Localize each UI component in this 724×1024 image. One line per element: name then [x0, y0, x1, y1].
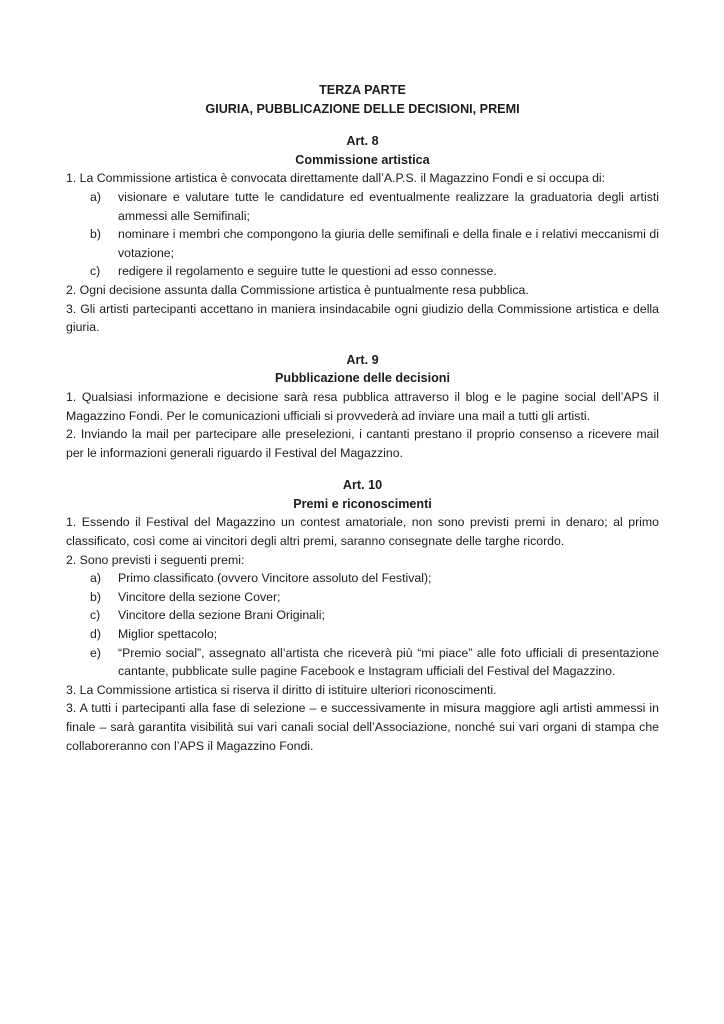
list-item-text: Primo classificato (ovvero Vincitore assoluto del Festival); [118, 571, 432, 586]
part-subtitle: GIURIA, PUBBLICAZIONE DELLE DECISIONI, PREMI [205, 101, 520, 116]
article-title: Commissione artistica [295, 152, 430, 167]
paragraph: 1. Qualsiasi informazione e decisione sarà resa pubblica attraverso il blog e le pagine social dell’APS il Magazzino Fondi. Per le comunicazioni ufficiali si provvederà ad inviare una mail a tutti gli artisti. [66, 389, 659, 423]
paragraph: 3. A tutti i partecipanti alla fase di selezione – e successivamente in misura maggiore agli artisti ammessi in finale – sarà garantita visibilità sui vari canali social dell’Associazione, nonché sui vari organi di stampa che collaboreranno con l’APS il Magazzino Fondi. [66, 701, 659, 753]
article [66, 476, 659, 755]
list-item [66, 606, 659, 625]
list-item [66, 625, 659, 644]
list-item [66, 225, 659, 262]
alpha-list [66, 569, 659, 681]
paragraph: 1. Essendo il Festival del Magazzino un contest amatoriale, non sono previsti premi in denaro; al primo classificato, così come ai vincitori degli altri premi, saranno consegnate delle targhe ricordo. [66, 515, 659, 549]
list-item-text: Miglior spettacolo; [118, 627, 218, 642]
list-item [66, 588, 659, 607]
list-item-text: nominare i membri che compongono la giuria delle semifinali e della finale e i relativi meccanismi di votazione; [118, 227, 659, 260]
list-item-marker: c) [90, 608, 101, 623]
list-item-text: Vincitore della sezione Brani Originali; [118, 608, 325, 623]
paragraph: 1. La Commissione artistica è convocata direttamente dall’A.P.S. il Magazzino Fondi e si occupa di: [66, 171, 606, 186]
paragraph: 3. Gli artisti partecipanti accettano in maniera insindacabile ogni giudizio della Commissione artistica e della giuria. [66, 301, 659, 335]
article [66, 132, 659, 337]
list-item-marker: b) [90, 227, 101, 242]
article [66, 351, 659, 463]
article-title: Pubblicazione delle decisioni [275, 371, 450, 386]
articles-container [66, 132, 659, 755]
article-title: Premi e riconoscimenti [293, 496, 432, 511]
part-title: TERZA PARTE [319, 83, 406, 97]
paragraph: 2. Sono previsti i seguenti premi: [66, 552, 245, 567]
paragraph: 2. Ogni decisione assunta dalla Commissione artistica è puntualmente resa pubblica. [66, 282, 529, 297]
list-item [66, 262, 659, 281]
list-item-marker: a) [90, 189, 101, 204]
list-item [66, 644, 659, 681]
list-item-text: “Premio social”, assegnato all’artista che riceverà più “mi piace” alle foto ufficiali di presentazione cantante, pubblicate sulle pagine Facebook e Instagram ufficiali del Festival del Magazzino. [118, 645, 659, 679]
alpha-list [66, 188, 659, 281]
article-number: Art. 10 [342, 478, 383, 493]
list-item-text: redigere il regolamento e seguire tutte le questioni ad esso connesse. [118, 264, 497, 279]
article-number: Art. 9 [346, 352, 379, 367]
article-number: Art. 8 [346, 134, 379, 149]
list-item [66, 569, 659, 588]
part-header [66, 81, 659, 118]
list-item-marker: b) [90, 589, 101, 604]
paragraph: 3. La Commissione artistica si riserva il diritto di istituire ulteriori riconoscimenti. [66, 682, 497, 697]
paragraph: 2. Inviando la mail per partecipare alle preselezioni, i cantanti prestano il proprio consenso a ricevere mail per le informazioni generali riguardo il Festival del Magazzino. [66, 427, 659, 460]
list-item-marker: d) [90, 627, 101, 642]
list-item [66, 188, 659, 225]
list-item-marker: c) [90, 264, 101, 279]
list-item-marker: a) [90, 571, 101, 586]
list-item-marker: e) [90, 645, 101, 660]
list-item-text: visionare e valutare tutte le candidature ed eventualmente realizzare la graduatoria degli artisti ammessi alle Semifinali; [118, 189, 659, 223]
list-item-text: Vincitore della sezione Cover; [118, 589, 281, 604]
